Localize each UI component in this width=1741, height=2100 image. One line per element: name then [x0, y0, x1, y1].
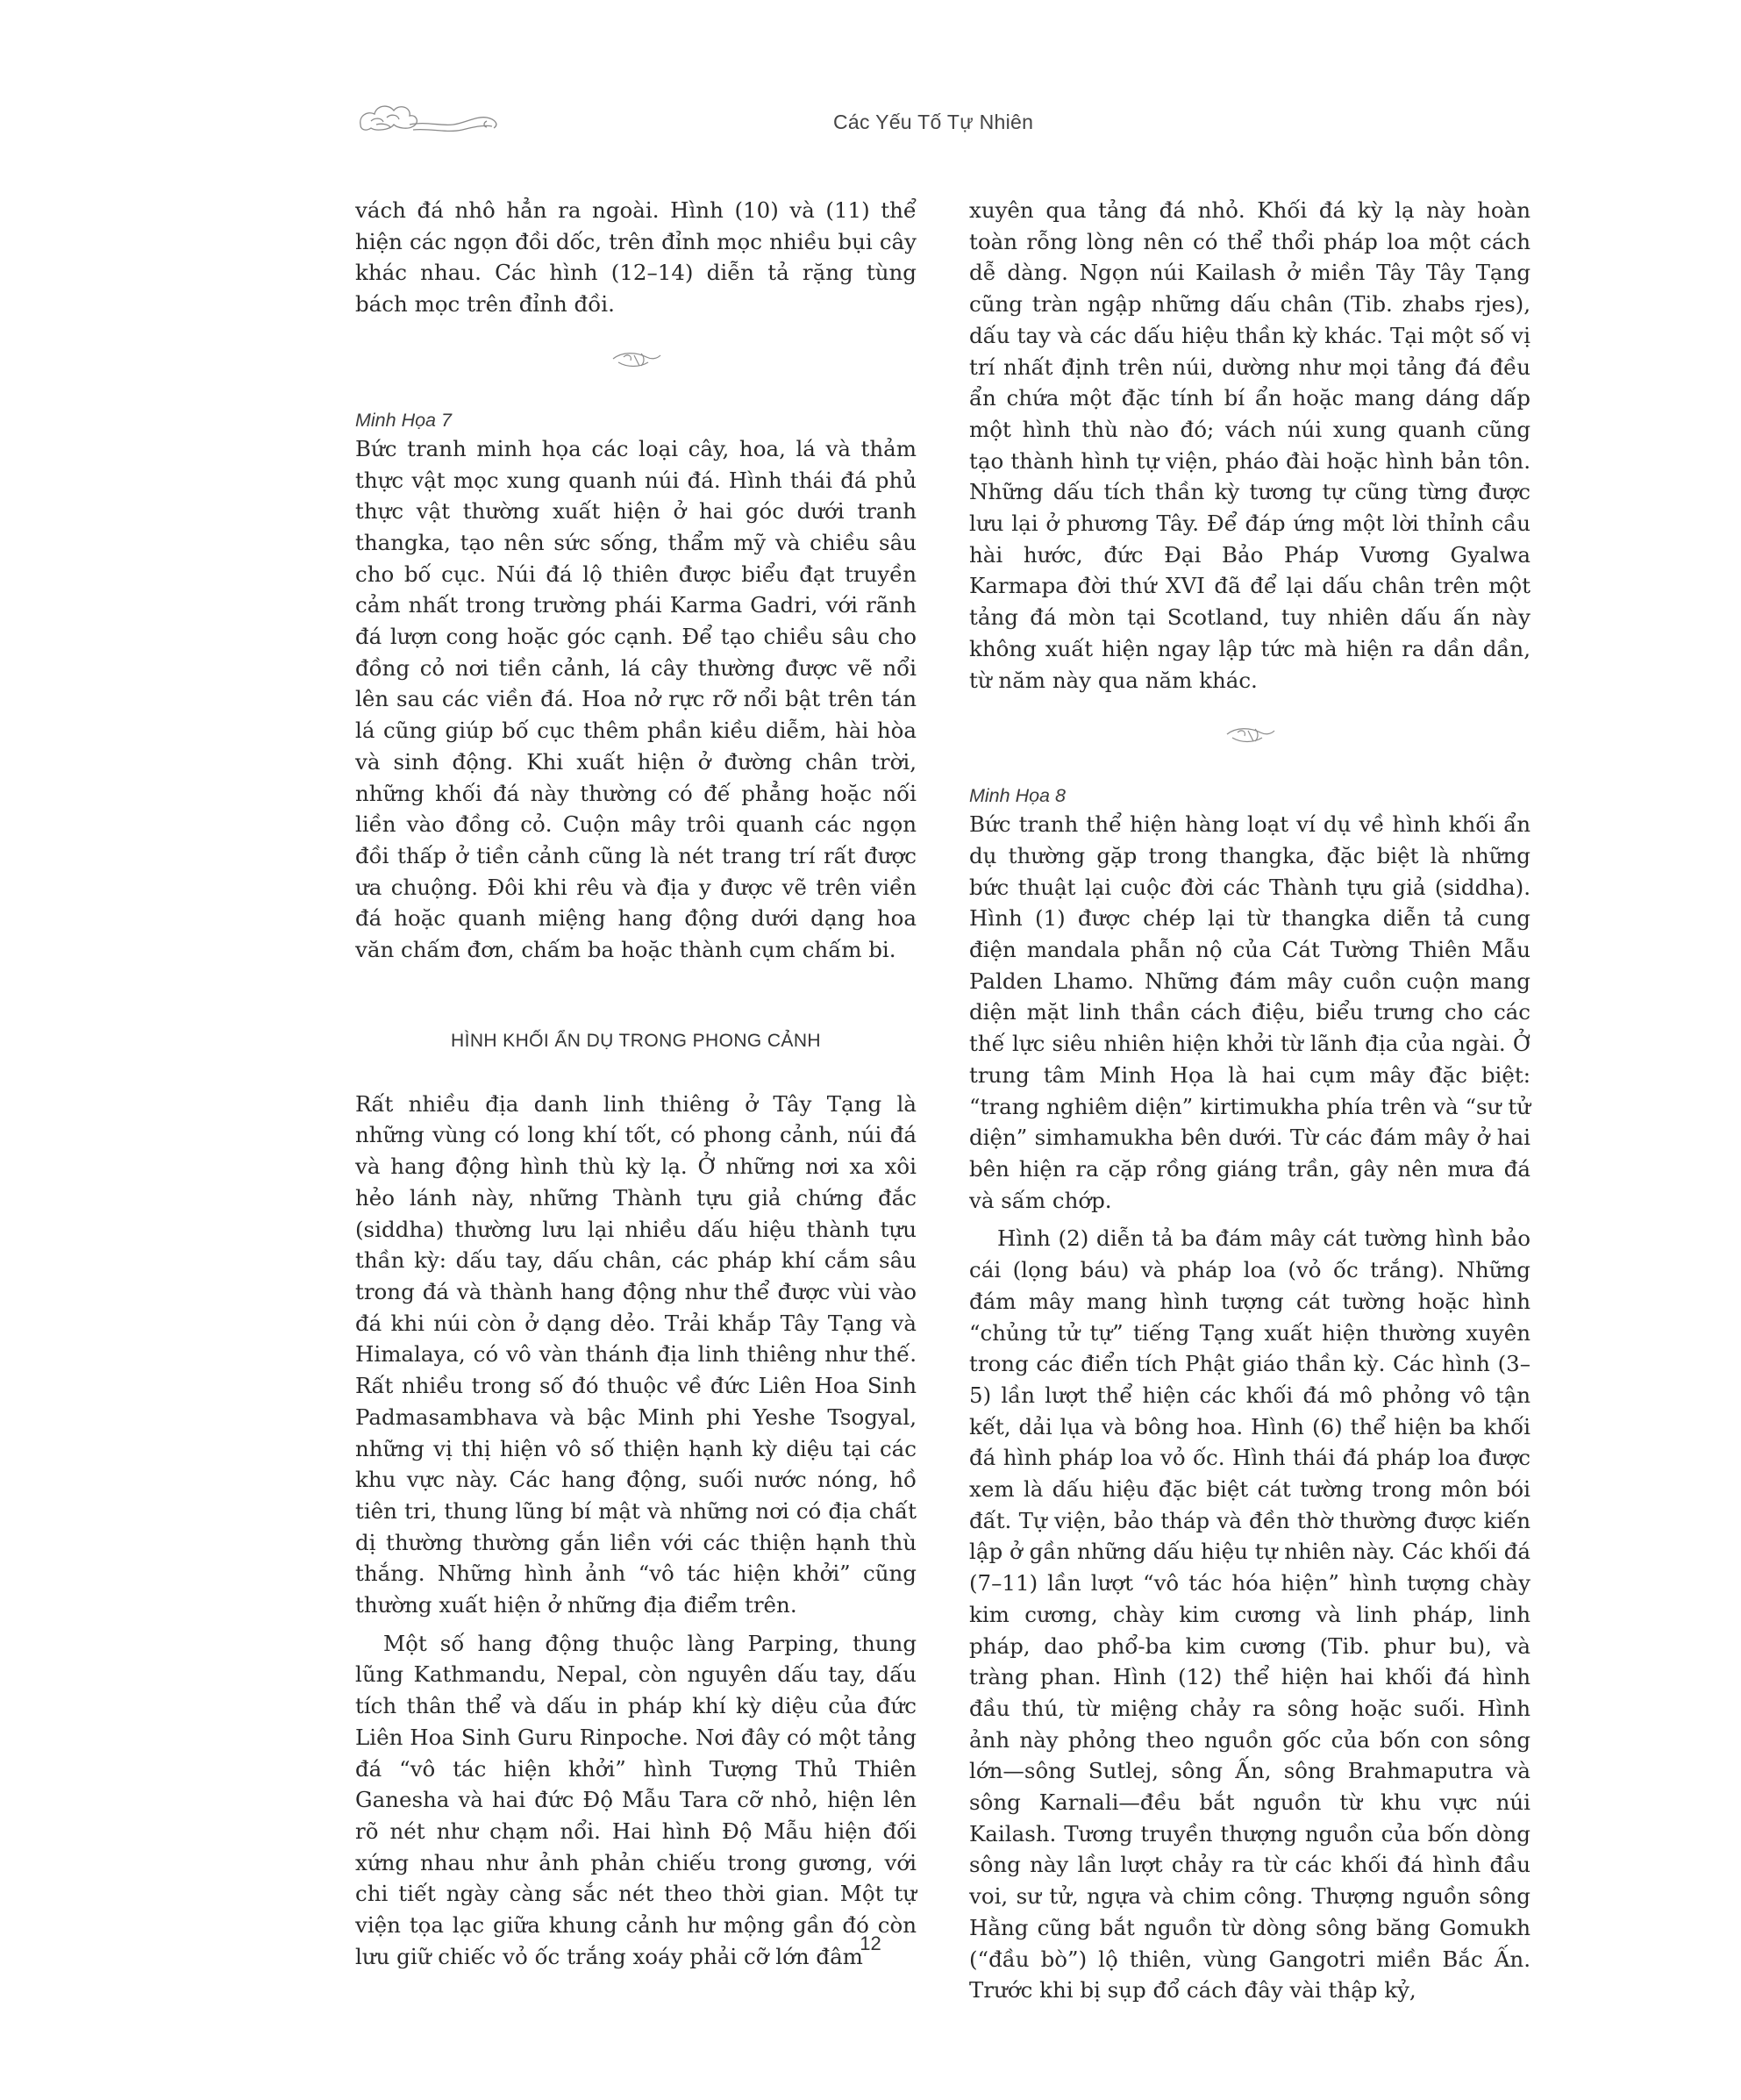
- illustration-7-caption: Minh Họa 7: [355, 409, 452, 431]
- continued-paragraph: xuyên qua tảng đá nhỏ. Khối đá kỳ lạ này hoàn toàn rỗng lòng nên có thể thổi pháp loa một cách dễ dàng. Ngọn núi Kailash ở miền Tây Tây Tạng cũng tràn ngập những dấu chân (Tib. zhabs rjes), dấu tay và các dấu hiệu thần kỳ khác. Tại một số vị trí nhất định trên núi, dường như mọi tảng đá đều ẩn chứa một đặc tính bí ẩn hoặc mang dáng dấp một hình thù nào đó; vách núi xung quanh cũng tạo thành hình tự viện, pháo đài hoặc hình bản tôn. Những dấu tích thần kỳ tương tự cũng từng được lưu lại ở phương Tây. Để đáp ứng một lời thỉnh cầu hài hước, đức Đại Bảo Pháp Vương Gyalwa Karmapa đời thứ XVI đã để lại dấu chân trên một tảng đá mòn tại Scotland, tuy nhiên dấu ấn này không xuất hiện ngay lập tức mà hiện ra dần dần, từ năm này qua năm khác.: [969, 197, 1531, 693]
- section-heading: HÌNH KHỐI ẨN DỤ TRONG PHONG CẢNH: [451, 1030, 821, 1051]
- running-header-title: Các Yếu Tố Tự Nhiên: [833, 111, 1034, 133]
- brush-ornament-icon: [1224, 720, 1276, 750]
- section-paragraph-1: Rất nhiều địa danh linh thiêng ở Tây Tạng là những vùng có long khí tốt, có phong cảnh, núi đá và hang động hình thù kỳ lạ. Ở những nơi xa xôi hẻo lánh này, những Thành tựu giả chứng đắc (siddha) thường lưu lại nhiều dấu hiệu thành tựu thần kỳ: dấu tay, dấu chân, các pháp khí cắm sâu trong đá và thành hang động như thể được vùi vào đá khi núi còn ở dạng dẻo. Trải khắp Tây Tạng và Himalaya, có vô vàn thánh địa linh thiêng như thế. Rất nhiều trong số đó thuộc về đức Liên Hoa Sinh Padmasambhava và bậc Minh phi Yeshe Tsogyal, những vị thị hiện vô số thiện hạnh kỳ diệu tại các khu vực này. Các hang động, suối nước nóng, hồ tiên tri, thung lũng bí mật và những nơi có địa chất dị thường thường gắn liền với các thiện hạnh thù thắng. Những hình ảnh “vô tác hiện khởi” cũng thường xuất hiện ở những địa điểm trên.: [355, 1090, 917, 1618]
- illustration-8-body: Bức tranh thể hiện hàng loạt ví dụ về hình khối ẩn dụ thường gặp trong thangka, đặc biệt là những bức thuật lại cuộc đời các Thành tựu giả (siddha). Hình (1) được chép lại từ thangka diễn tả cung điện mandala phẫn nộ của Cát Tường Thiên Mẫu Palden Lhamo. Những đám mây cuồn cuộn mang diện mặt linh thần cách điệu, biểu trưng cho các thế lực siêu nhiên hiện khởi từ lãnh địa của ngài. Ở trung tâm Minh Họa là hai cụm mây đặc biệt: “trang nghiêm diện” kirtimukha phía trên và “sư tử diện” simhamukha bên dưới. Từ các đám mây ở hai bên hiện ra cặp rồng giáng trần, gây nên mưa đá và sấm chớp.: [969, 811, 1531, 1213]
- illustration-8-caption: Minh Họa 8: [969, 785, 1066, 807]
- cloud-ornament-icon: [355, 98, 504, 144]
- left-column: [355, 195, 917, 1972]
- section-paragraph-2: Một số hang động thuộc làng Parping, thung lũng Kathmandu, Nepal, còn nguyên dấu tay, dấu tích thân thể và dấu in pháp khí kỳ diệu của đức Liên Hoa Sinh Guru Rinpoche. Nơi đây có một tảng đá “vô tác hiện khởi” hình Tượng Thủ Thiên Ganesha và hai đức Độ Mẫu Tara cỡ nhỏ, hiện lên rõ nét như chạm nổi. Hai hình Độ Mẫu hiện đối xứng nhau như ảnh phản chiếu trong gương, với chi tiết ngày càng sắc nét theo thời gian. Một tự viện tọa lạc giữa khung cảnh hư mộng gần đó còn lưu giữ chiếc vỏ ốc trắng xoáy phải cỡ lớn đâm: [355, 1630, 917, 1969]
- intro-paragraph: vách đá nhô hẳn ra ngoài. Hình (10) và (11) thể hiện các ngọn đồi dốc, trên đỉnh mọc nhiều bụi cây khác nhau. Các hình (12–14) diễn tả rặng tùng bách mọc trên đỉnh đồi.: [355, 197, 917, 318]
- illustration-8-body-2: Hình (2) diễn tả ba đám mây cát tường hình bảo cái (lọng báu) và pháp loa (vỏ ốc trắng). Những đám mây mang hình tượng cát tường hoặc hình “chủng tử tự” tiếng Tạng xuất hiện thường xuyên trong các điển tích Phật giáo thần kỳ. Các hình (3–5) lần lượt thể hiện các khối đá mô phỏng vô tận kết, dải lụa và bông hoa. Hình (6) thể hiện ba khối đá hình pháp loa vỏ ốc. Hình thái đá pháp loa được xem là dấu hiệu đặc biệt cát tường trong môn bói đất. Tự viện, bảo tháp và đền thờ thường được kiến lập ở gần những dấu hiệu tự nhiên này. Các khối đá (7–11) lần lượt “vô tác hóa hiện” hình tượng chày kim cương, chày kim cương và linh pháp, linh pháp, dao phổ-ba kim cương (Tib. phur bu), và tràng phan. Hình (12) thể hiện hai khối đá hình đầu thú, từ miệng chảy ra sông hoặc suối. Hình ảnh này phỏng theo nguồn gốc của bốn con sông lớn—sông Sutlej, sông Ấn, sông Brahmaputra và sông Karnali—đều bắt nguồn từ khu vực núi Kailash. Tương truyền thượng nguồn của bốn dòng sông này lần lượt chảy ra từ các khối đá hình đầu voi, sư tử, ngựa và chim công. Thượng nguồn sông Hằng cũng bắt nguồn từ dòng sông băng Gomukh (“đầu bò”) lộ thiên, vùng Gangotri miền Bắc Ấn. Trước khi bị sụp đổ cách đây vài thập kỷ,: [969, 1225, 1531, 2004]
- right-column: [969, 195, 1531, 2006]
- page-number: 12: [860, 1932, 881, 1954]
- illustration-7-body: Bức tranh minh họa các loại cây, hoa, lá và thảm thực vật mọc xung quanh núi đá. Hình thái đá phủ thực vật thường xuất hiện ở hai góc dưới tranh thangka, tạo nên sức sống, thẩm mỹ và chiều sâu cho bố cục. Núi đá lộ thiên được biểu đạt truyền cảm nhất trong trường phái Karma Gadri, với rãnh đá lượn cong hoặc góc cạnh. Để tạo chiều sâu cho đồng cỏ nơi tiền cảnh, lá cây thường được vẽ nổi lên sau các viền đá. Hoa nở rực rỡ nổi bật trên tán lá cũng giúp bố cục thêm phần kiều diễm, hài hòa và sinh động. Khi xuất hiện ở đường chân trời, những khối đá này thường có đế phẳng hoặc nối liền vào đồng cỏ. Cuộn mây trôi quanh các ngọn đồi thấp ở tiền cảnh cũng là nét trang trí rất được ưa chuộng. Đôi khi rêu và địa y được vẽ trên viền đá hoặc quanh miệng hang động dưới dạng hoa văn chấm đơn, chấm ba hoặc thành cụm chấm bi.: [355, 435, 917, 963]
- brush-ornament-icon: [610, 345, 662, 375]
